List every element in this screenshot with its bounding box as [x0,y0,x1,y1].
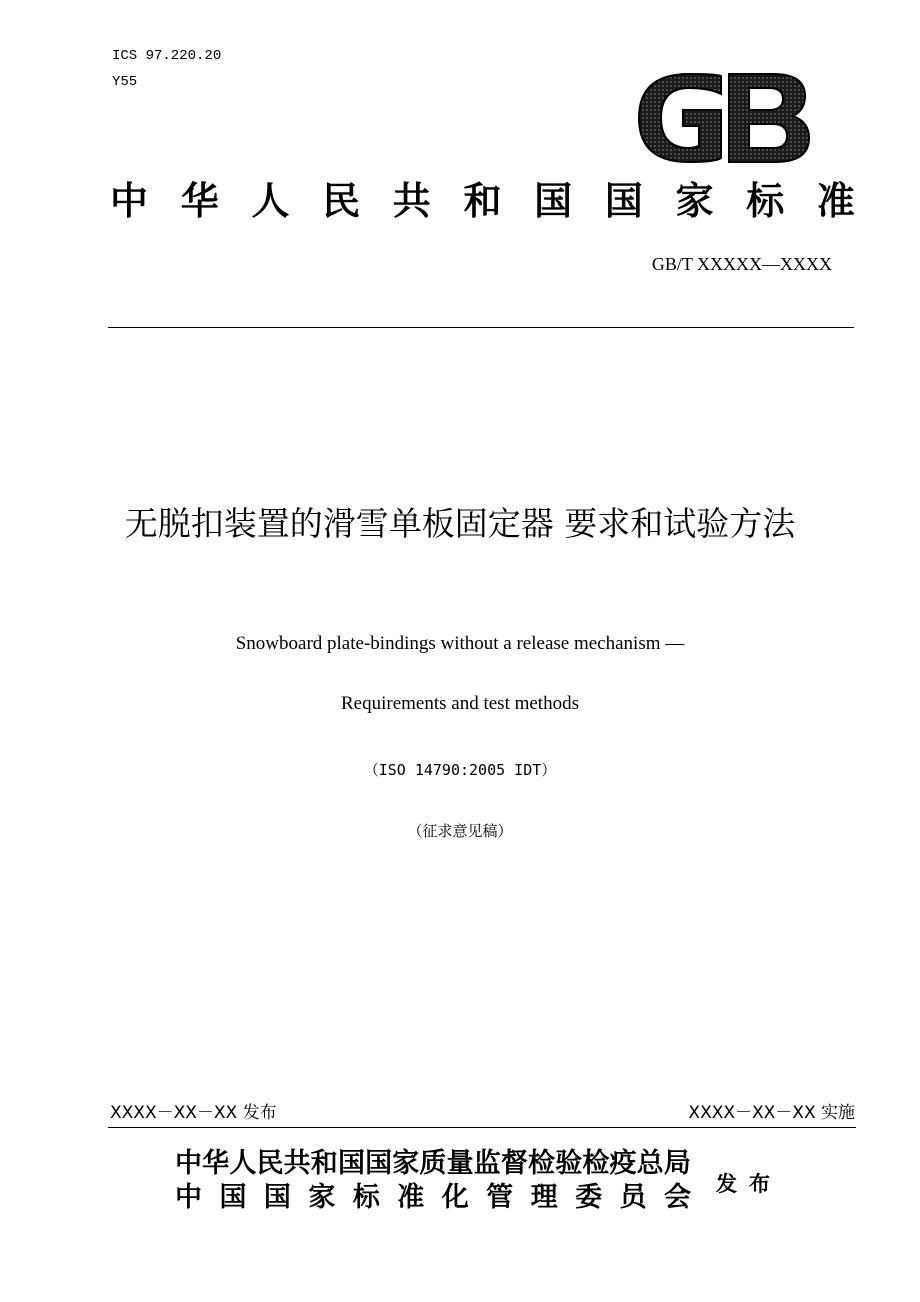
issue-date: XXXX－XX－XX 发布 [110,1103,277,1123]
iso-reference: （ISO 14790:2005 IDT） [363,761,557,779]
gb-logo-icon [633,72,811,164]
header-divider [108,327,854,328]
publish-label: 发布 [716,1171,782,1196]
standard-title: 中 华 人 民 共 和 国 国 家 标 准 [110,178,855,223]
ccs-code: Y55 [112,74,138,90]
draft-note: （征求意见稿） [407,822,513,840]
document-title-english-line1: Snowboard plate-bindings without a release mechanism — [235,633,685,654]
document-title-english-line2: Requirements and test methods [341,693,579,714]
footer-divider [108,1127,856,1128]
issuer-line2: 中 国 国 家 标 准 化 管 理 委 员 会 [175,1182,691,1213]
implementation-date: XXXX－XX－XX 实施 [688,1103,855,1123]
ics-code: ICS 97.220.20 [112,48,222,64]
standard-number: GB/T XXXXX—XXXX [651,254,832,274]
issuer-line1: 中 华 人 民 共 和 国 国 家 质 量 监 督 检 验 检 疫 总 局 [175,1148,691,1179]
document-title-chinese: 无脱扣装置的滑雪单板固定器 要求和试验方法 [124,504,796,543]
